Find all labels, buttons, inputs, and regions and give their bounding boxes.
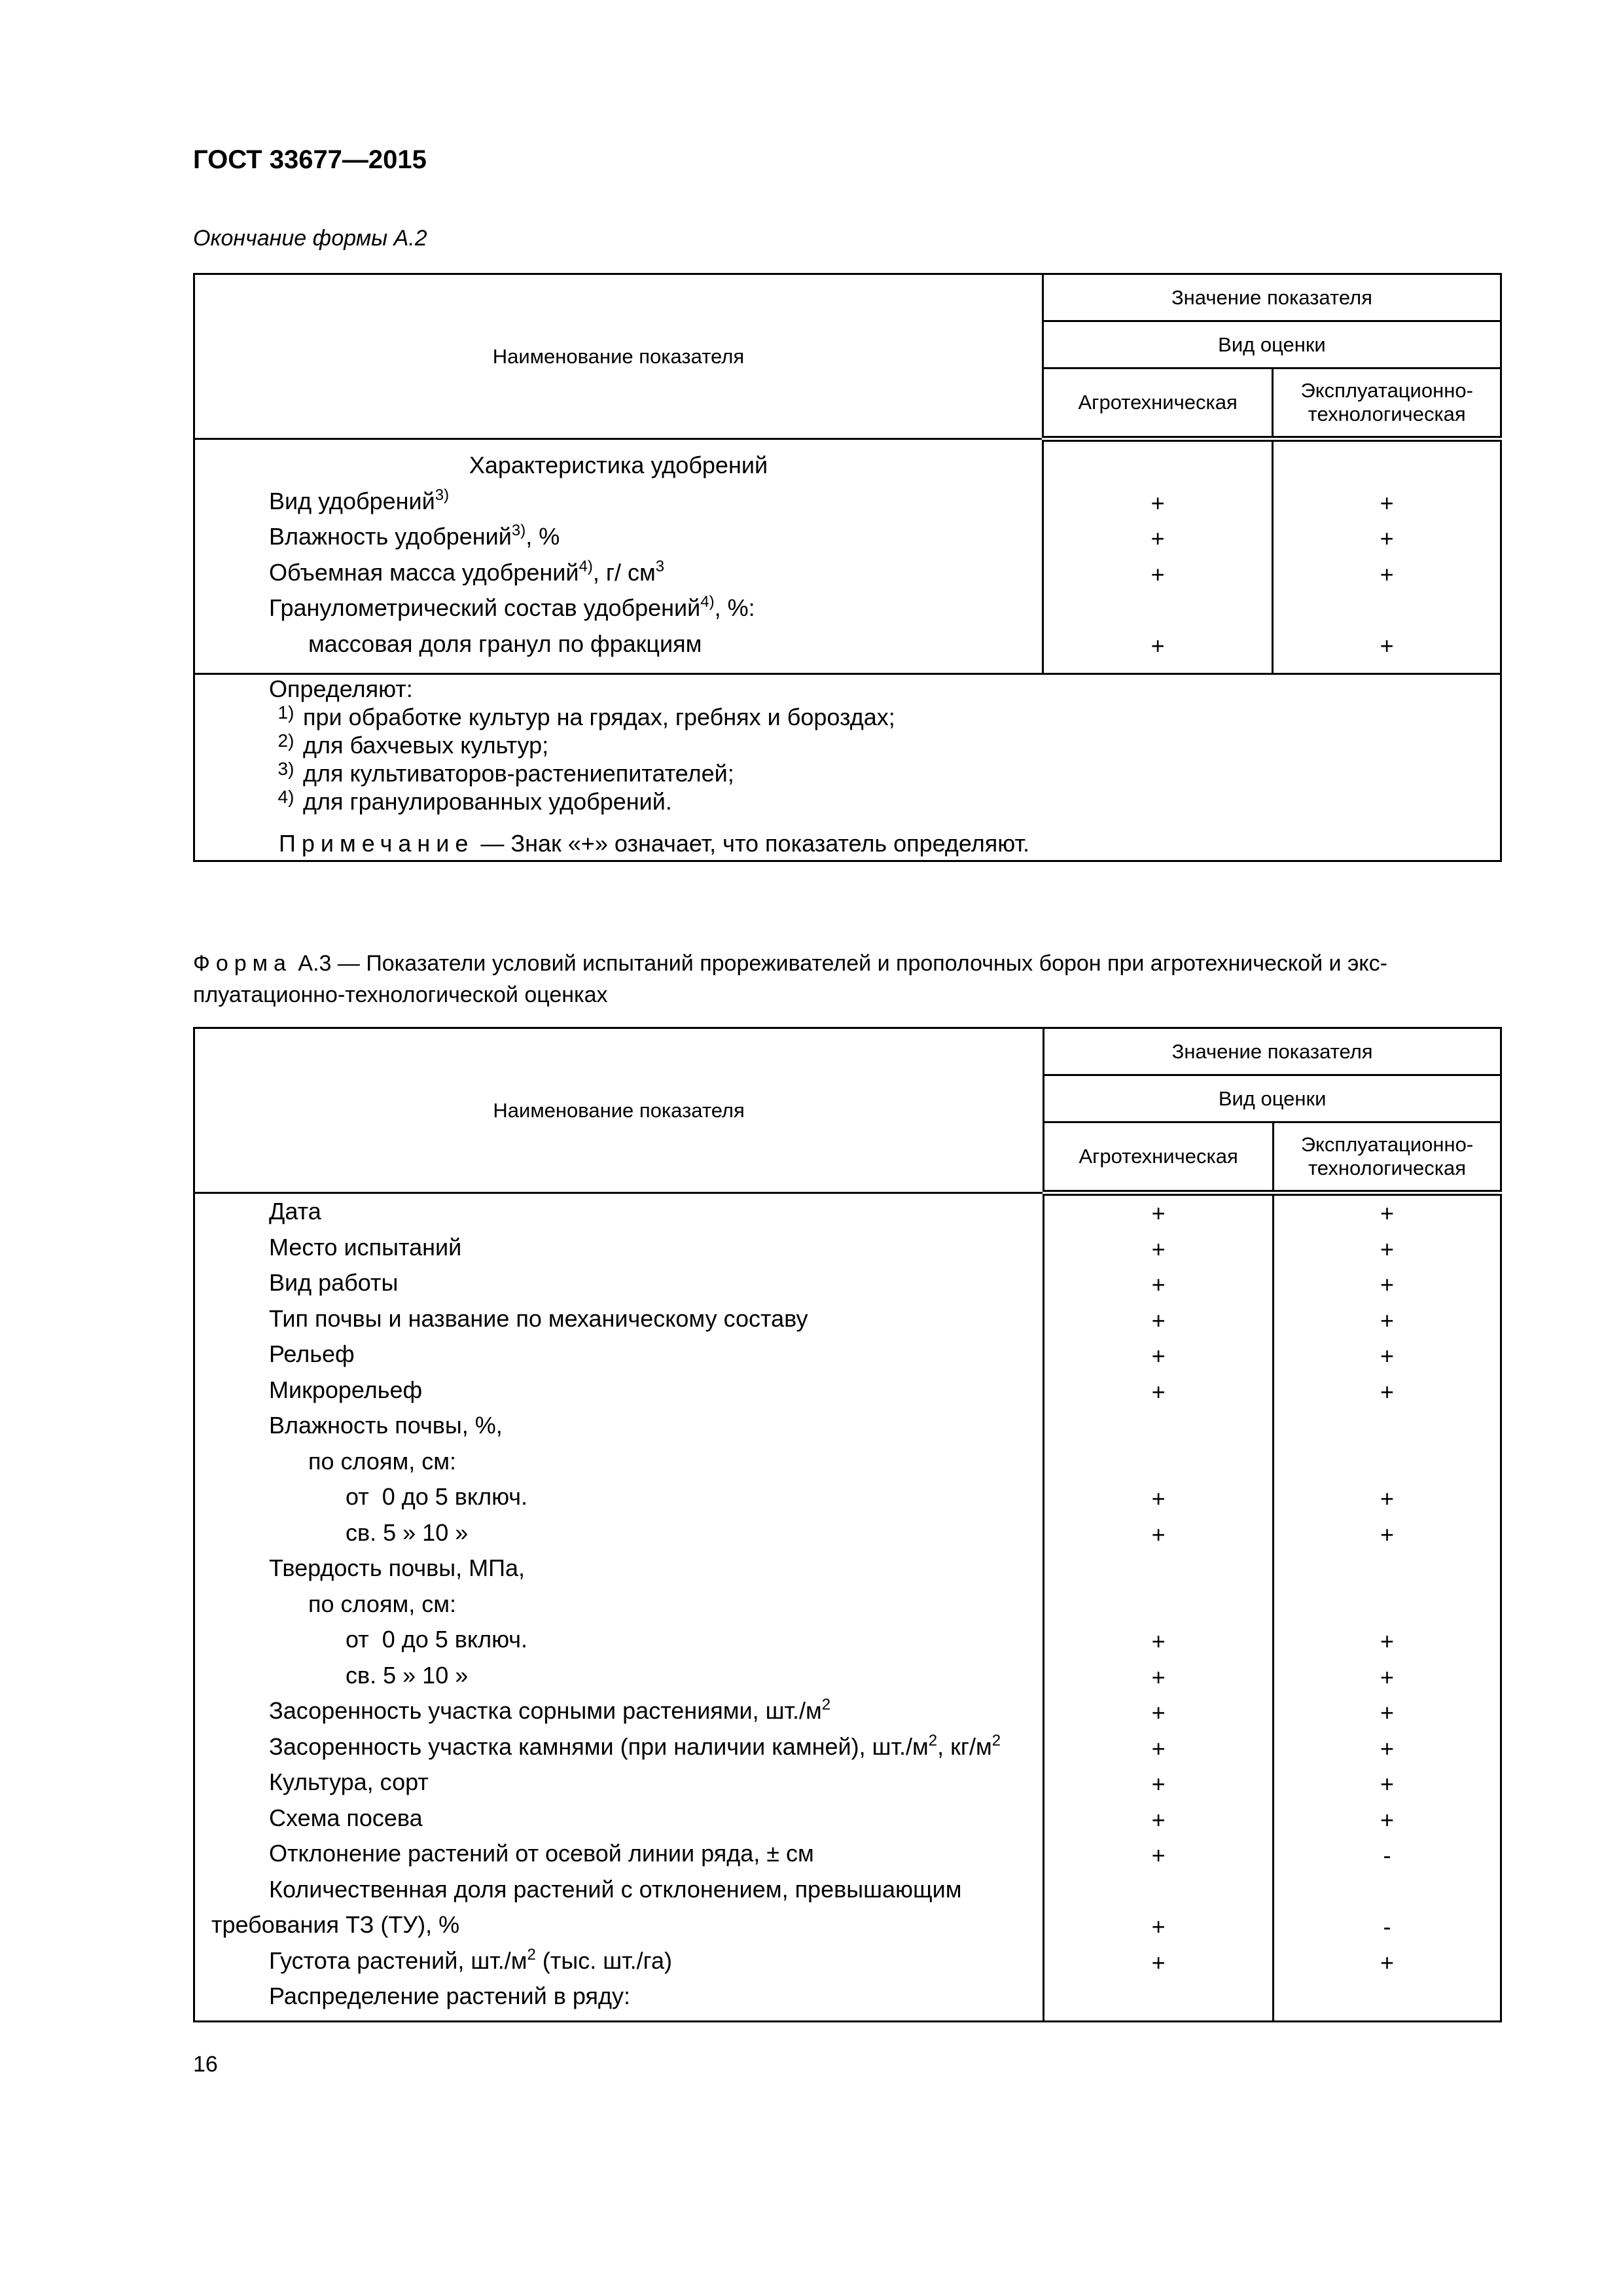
- cell-expl: +: [1380, 1806, 1394, 1833]
- form2-table: [193, 273, 1502, 862]
- cell-agro: [1044, 1588, 1272, 1624]
- row-name: Рельеф: [269, 1340, 355, 1367]
- cell-expl: [1274, 1446, 1500, 1482]
- cell-agro: [1044, 1446, 1272, 1482]
- header-eval-type: Вид оценки: [1044, 1075, 1501, 1122]
- cell-expl: +: [1380, 1306, 1394, 1334]
- note-text: — Знак «+» означает, что показатель определяют.: [474, 830, 1029, 857]
- cell-agro: [1044, 1874, 1272, 1910]
- cell-agro: +: [1151, 1913, 1166, 1940]
- form3-table: [193, 1027, 1502, 2022]
- cell-agro: +: [1150, 560, 1165, 588]
- row-name: Влажность удобрений$^{3)}$, %: [269, 522, 560, 550]
- header-value: Значение показателя: [1044, 1028, 1501, 1075]
- header-expl: Эксплуатационно- технологическая: [1273, 1122, 1501, 1193]
- document-id: ГОСТ 33677—2015: [193, 145, 427, 174]
- header-expl: [1273, 368, 1501, 439]
- cell-agro: [1044, 592, 1272, 628]
- cell-expl: [1274, 1552, 1500, 1588]
- cell-agro: [1044, 1410, 1272, 1446]
- cell-expl: +: [1380, 1699, 1394, 1726]
- cell-expl: +: [1380, 1948, 1394, 1976]
- cell-agro: +: [1151, 1628, 1166, 1655]
- row-name: св. 5 » 10 »: [346, 1661, 469, 1689]
- row-name: от 0 до 5 включ.: [346, 1483, 528, 1510]
- cell-agro: +: [1151, 1842, 1166, 1869]
- row-name: св. 5 » 10 »: [346, 1518, 469, 1546]
- page-number: 16: [193, 2052, 218, 2077]
- form2-caption: Окончание формы А.2: [193, 226, 427, 251]
- row-name: Влажность почвы, %,: [269, 1412, 503, 1439]
- cell-agro: +: [1151, 1342, 1166, 1369]
- row-name: Распределение растений в ряду:: [269, 1982, 630, 2009]
- header-agro: Агротехническая: [1043, 368, 1272, 439]
- row-name: Вид удобрений$^{3)}$: [269, 486, 450, 514]
- section-title: Характеристика удобрений: [469, 452, 768, 478]
- row-name: по слоям, см:: [308, 1447, 456, 1475]
- cell-agro: +: [1151, 1235, 1166, 1263]
- cell-expl: +: [1380, 1663, 1394, 1691]
- header-expl-line1: Эксплуатационно-: [1300, 379, 1473, 402]
- form2-agro-values: [1043, 439, 1272, 674]
- cell-agro: +: [1151, 1378, 1166, 1405]
- cell-agro: +: [1151, 1200, 1166, 1227]
- form3-names: [194, 1193, 1044, 2022]
- row-name: Засоренность участка сорными растениями, $шт./м^2$: [269, 1696, 831, 1724]
- row-name: массовая доля гранул по фракциям: [308, 630, 702, 657]
- row-name: Тип почвы и название по механическому составу: [269, 1304, 808, 1332]
- header-value: Значение показателя: [1043, 274, 1501, 321]
- row-name: Схема посева: [269, 1804, 423, 1831]
- cell-agro: +: [1150, 489, 1165, 516]
- row-name: Количественная доля растений с отклонением, превышающим: [269, 1875, 962, 1903]
- cell-expl: +: [1380, 1378, 1394, 1405]
- header-name: Наименование показателя: [194, 274, 1043, 439]
- cell-expl: +: [1380, 1342, 1394, 1369]
- cell-agro: +: [1151, 1770, 1166, 1797]
- cell-agro: +: [1151, 1485, 1166, 1512]
- cell-expl: +: [1380, 1770, 1394, 1797]
- cell-agro: +: [1151, 1734, 1166, 1762]
- cell-agro: +: [1150, 632, 1165, 659]
- cell-agro: +: [1151, 1271, 1166, 1298]
- form3-expl-values: [1273, 1193, 1501, 2022]
- row-name: Гранулометрический состав удобрений$^{4)}$, %:: [269, 593, 755, 621]
- cell-expl: +: [1380, 632, 1394, 659]
- cell-expl: [1274, 1410, 1500, 1446]
- cell-expl: [1274, 1874, 1500, 1910]
- form3-title: Форма А.3 — Показатели условий испытаний прореживателей и прополочных борон при агротехнической и экс- плуатационно-технологической оценках: [193, 951, 1387, 1007]
- cell-expl: +: [1380, 489, 1394, 516]
- cell-agro: +: [1151, 1699, 1166, 1726]
- cell-agro: +: [1150, 525, 1165, 552]
- cell-expl: -: [1383, 1913, 1391, 1940]
- row-name: Вид работы: [269, 1269, 399, 1296]
- header-expl-line2: технологическая: [1308, 403, 1466, 425]
- row-name: Культура, сорт: [269, 1768, 429, 1795]
- cell-agro: +: [1151, 1663, 1166, 1691]
- note-label: Примечание: [279, 830, 474, 857]
- cell-expl: -: [1383, 1842, 1391, 1869]
- row-name: Дата: [269, 1198, 321, 1225]
- footnote: 3) для культиваторов-растениепитателей;: [277, 759, 734, 787]
- footnote: 1) при обработке культур на грядах, гребнях и бороздах;: [277, 702, 895, 730]
- form3-agro-values: [1044, 1193, 1274, 2022]
- row-name: требования ТЗ (ТУ), %: [211, 1911, 460, 1938]
- cell-expl: +: [1380, 1485, 1394, 1512]
- cell-expl: +: [1380, 1734, 1394, 1762]
- row-name: Отклонение растений от осевой линии ряда, ± см: [269, 1840, 814, 1867]
- cell-agro: [1044, 1981, 1272, 2017]
- note: [195, 827, 1500, 860]
- cell-agro: +: [1151, 1806, 1166, 1833]
- cell-expl: +: [1380, 1520, 1394, 1548]
- footnote: 2) для бахчевых культур;: [277, 730, 549, 759]
- cell-expl: [1274, 1981, 1500, 2017]
- row-name: Микрорельеф: [269, 1376, 423, 1403]
- cell-agro: [1044, 1552, 1272, 1588]
- cell-expl: [1274, 1588, 1500, 1624]
- cell-agro: +: [1151, 1306, 1166, 1334]
- notes-intro: Определяют:: [269, 675, 413, 702]
- row-name: от 0 до 5 включ.: [346, 1626, 528, 1653]
- row-name: Объемная масса удобрений$^{4)}$, г/ $см^3$: [269, 557, 665, 586]
- cell-expl: +: [1380, 1271, 1394, 1298]
- footnote: 4) для гранулированных удобрений.: [277, 787, 672, 815]
- header-eval-type: Вид оценки: [1043, 321, 1501, 368]
- row-name: Твердость почвы, МПа,: [269, 1554, 525, 1581]
- cell-expl: [1274, 592, 1500, 628]
- cell-expl: +: [1380, 1628, 1394, 1655]
- cell-agro: +: [1151, 1520, 1166, 1548]
- row-name: Густота растений, $шт./м^2$ (тыс. шт./га): [269, 1945, 672, 1974]
- form2-expl-values: [1273, 439, 1501, 674]
- header-agro: Агротехническая: [1044, 1122, 1274, 1193]
- form2-notes: [194, 674, 1501, 861]
- cell-expl: +: [1380, 525, 1394, 552]
- row-name: по слоям, см:: [308, 1590, 456, 1617]
- form2-names: [194, 439, 1043, 674]
- cell-agro: +: [1151, 1948, 1166, 1976]
- cell-expl: +: [1380, 1200, 1394, 1227]
- cell-expl: +: [1380, 1235, 1394, 1263]
- row-name: Засоренность участка камнями (при наличии камней), $шт./м^2$, $кг/м^2$: [269, 1731, 1001, 1760]
- cell-expl: +: [1380, 560, 1394, 588]
- row-name: Место испытаний: [269, 1233, 462, 1261]
- header-name: Наименование показателя: [194, 1028, 1044, 1193]
